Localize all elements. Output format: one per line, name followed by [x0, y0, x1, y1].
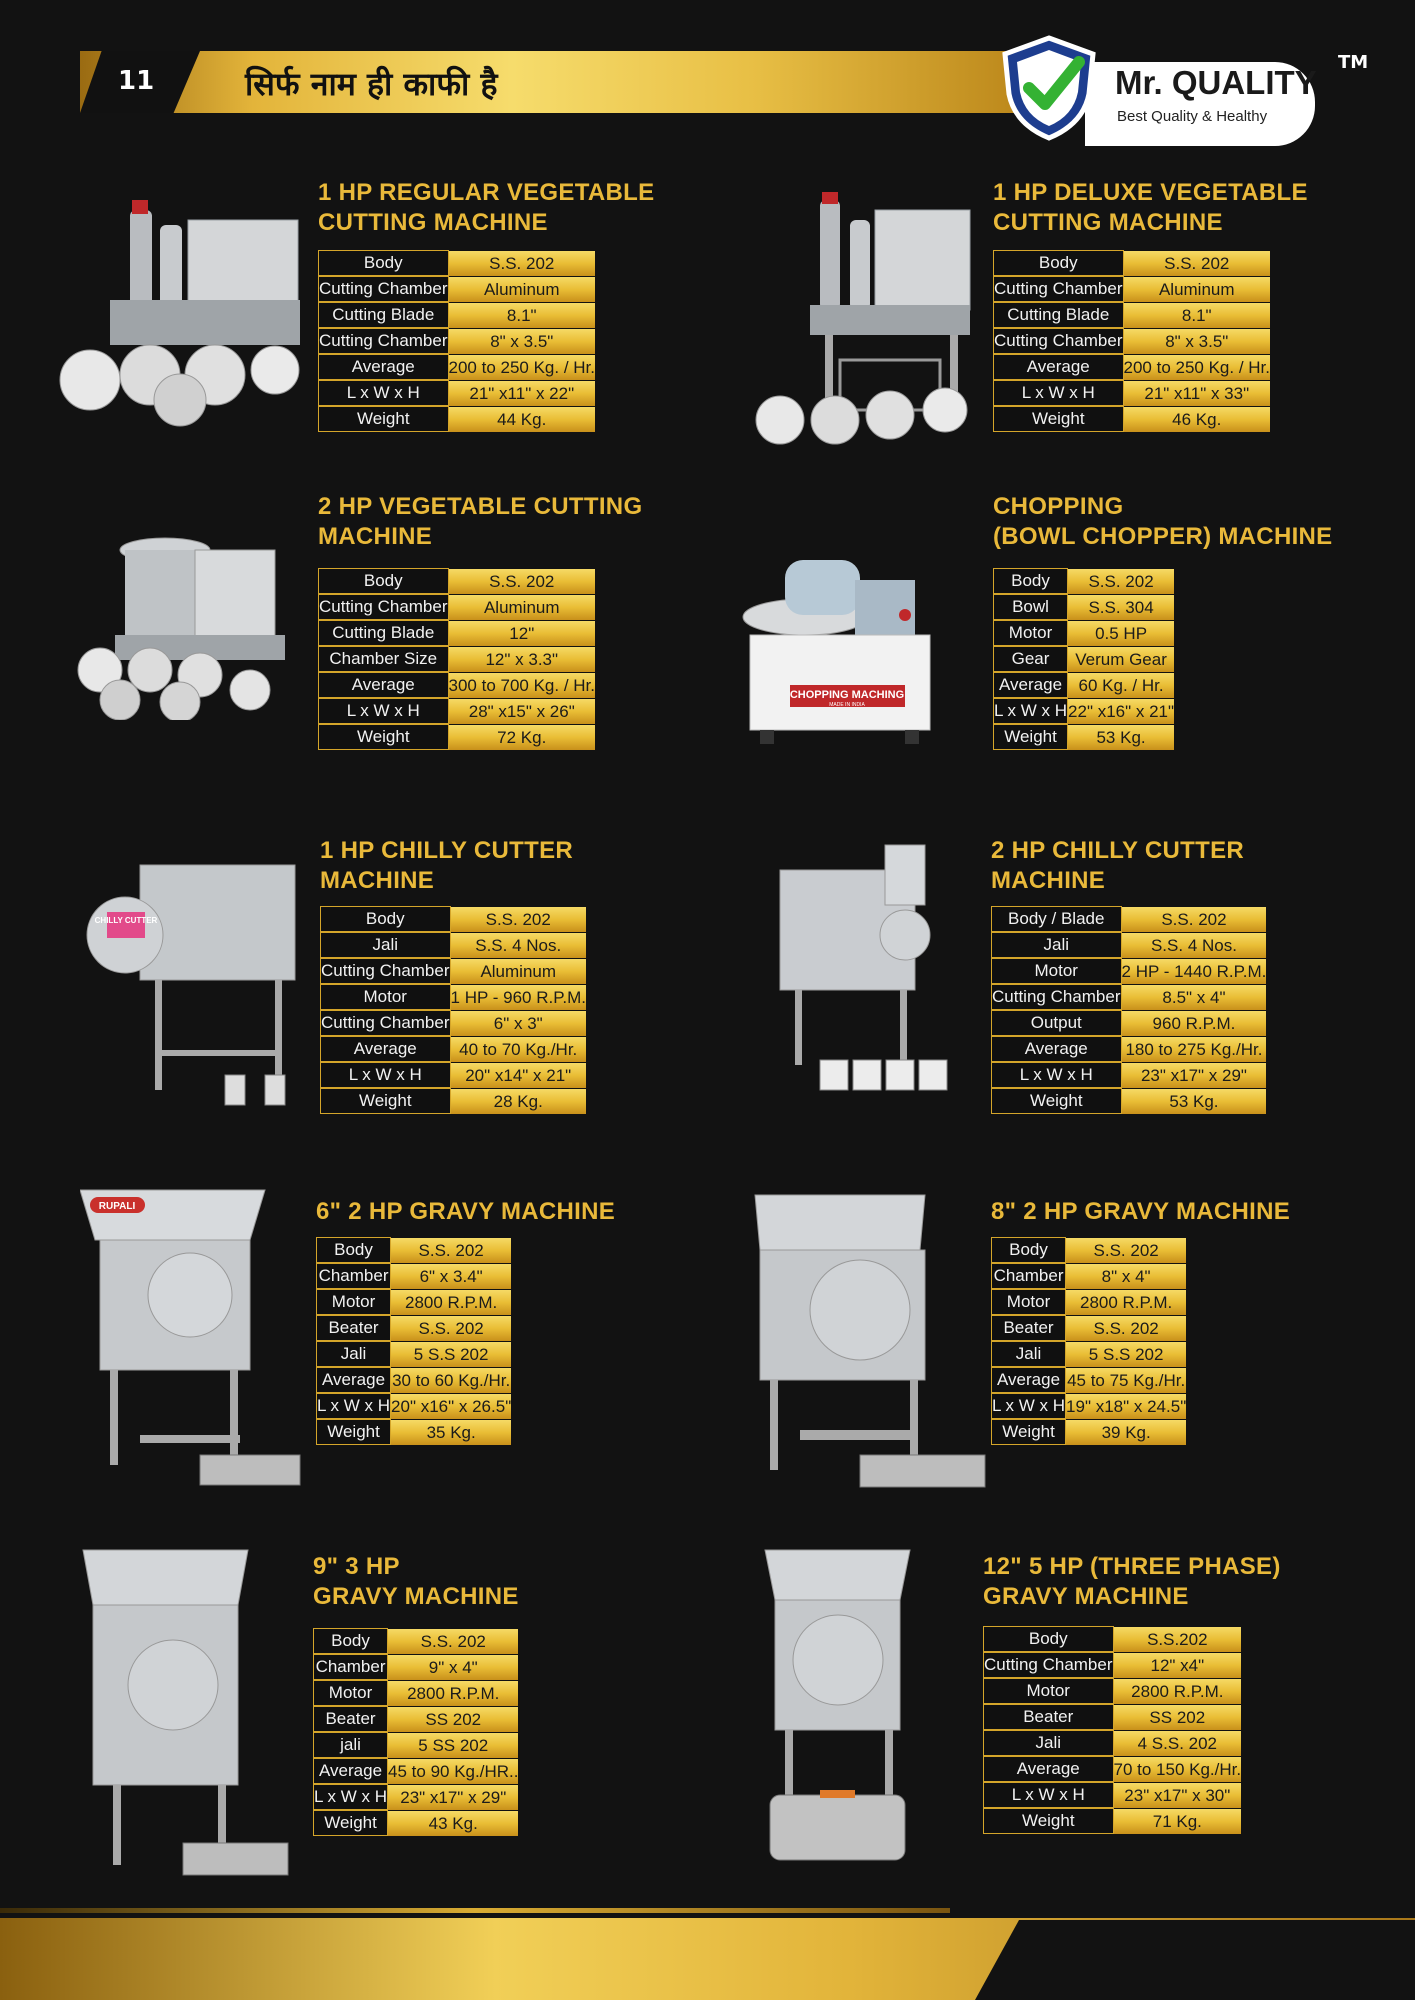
spec-row — [991, 1393, 1186, 1419]
product-title-line: MACHINE — [320, 867, 435, 894]
product-title-line: 1 HP DELUXE VEGETABLE — [993, 179, 1308, 206]
spec-label: Average — [316, 1367, 391, 1393]
spec-value: 44 Kg. — [449, 406, 595, 432]
spec-label: L x W x H — [316, 1393, 391, 1419]
spec-row — [318, 354, 595, 380]
spec-table — [320, 906, 586, 1114]
spec-value: 72 Kg. — [449, 724, 595, 750]
chilly-cutter-image — [85, 860, 300, 1130]
spec-value: 40 to 70 Kg./Hr. — [451, 1036, 586, 1062]
spec-value: S.S. 202 — [1122, 906, 1267, 932]
spec-label: Average — [318, 672, 449, 698]
image-label: CHILLY CUTTER — [94, 916, 158, 925]
spec-row — [991, 984, 1266, 1010]
spec-label: Weight — [991, 1088, 1122, 1114]
spec-row — [320, 1036, 586, 1062]
spec-row — [318, 250, 595, 276]
product-title-line: 6" 2 HP GRAVY MACHINE — [316, 1198, 616, 1225]
spec-row — [320, 1010, 586, 1036]
spec-row — [316, 1341, 511, 1367]
spec-label: Cutting Blade — [318, 302, 449, 328]
spec-value: 53 Kg. — [1122, 1088, 1267, 1114]
spec-value: 12" x4" — [1114, 1652, 1242, 1678]
spec-label: Motor — [991, 1289, 1066, 1315]
product-title-line: CUTTING MACHINE — [993, 209, 1223, 236]
spec-value: S.S. 202 — [1124, 250, 1270, 276]
spec-value: S.S. 202 — [1066, 1315, 1186, 1341]
spec-label: L x W x H — [983, 1782, 1114, 1808]
spec-value: 23" x17" x 29" — [388, 1784, 518, 1810]
spec-label: Weight — [320, 1088, 451, 1114]
spec-value: Aluminum — [449, 594, 595, 620]
spec-row — [991, 932, 1266, 958]
spec-value: S.S. 202 — [388, 1628, 518, 1654]
spec-row — [993, 406, 1270, 432]
spec-label: Motor — [983, 1678, 1114, 1704]
spec-table — [313, 1628, 518, 1836]
spec-value: S.S. 4 Nos. — [1122, 932, 1267, 958]
spec-row — [320, 906, 586, 932]
spec-label: Gear — [993, 646, 1068, 672]
shield-check-icon — [995, 32, 1103, 142]
spec-value: 0.5 HP — [1068, 620, 1174, 646]
spec-value: 8" x 3.5" — [449, 328, 595, 354]
spec-row — [313, 1680, 518, 1706]
spec-table — [318, 568, 595, 750]
page-number: 11 — [118, 66, 155, 96]
spec-row — [991, 906, 1266, 932]
spec-table — [993, 250, 1270, 432]
spec-value: 39 Kg. — [1066, 1419, 1186, 1445]
spec-label: Motor — [320, 984, 451, 1010]
product-title — [993, 178, 1308, 238]
spec-value: 20" x16" x 26.5" — [391, 1393, 511, 1419]
spec-row — [320, 1088, 586, 1114]
spec-row — [318, 698, 595, 724]
spec-label: Weight — [313, 1810, 388, 1836]
spec-value: 8" x 4" — [1066, 1263, 1186, 1289]
spec-label: Average — [993, 672, 1068, 698]
spec-row — [320, 958, 586, 984]
spec-row — [991, 1237, 1186, 1263]
spec-label: Beater — [313, 1706, 388, 1732]
spec-value: 21" x11" x 22" — [449, 380, 595, 406]
vegetable-cutter-image — [75, 530, 305, 720]
spec-label: Output — [991, 1010, 1122, 1036]
spec-label: Average — [318, 354, 449, 380]
spec-table — [991, 906, 1266, 1114]
spec-label: Jali — [983, 1730, 1114, 1756]
spec-label: Jali — [991, 932, 1122, 958]
spec-row — [320, 932, 586, 958]
spec-value: 9" x 4" — [388, 1654, 518, 1680]
spec-label: Body — [993, 250, 1124, 276]
spec-value: S.S. 202 — [449, 250, 595, 276]
spec-label: Body — [991, 1237, 1066, 1263]
spec-row — [983, 1756, 1241, 1782]
spec-value: 200 to 250 Kg. / Hr. — [1124, 354, 1270, 380]
spec-label: Cutting Chamber — [983, 1652, 1114, 1678]
spec-row — [983, 1730, 1241, 1756]
spec-value: 6" x 3" — [451, 1010, 586, 1036]
spec-row — [993, 698, 1174, 724]
spec-label: Motor — [991, 958, 1122, 984]
spec-value: S.S. 304 — [1068, 594, 1174, 620]
spec-value: 2 HP - 1440 R.P.M. — [1122, 958, 1267, 984]
spec-label: L x W x H — [320, 1062, 451, 1088]
spec-label: Weight — [993, 724, 1068, 750]
spec-label: Cutting Chamber — [320, 1010, 451, 1036]
spec-table — [983, 1626, 1241, 1834]
spec-value: SS 202 — [388, 1706, 518, 1732]
trademark-mark: TM — [1338, 52, 1369, 73]
header-band — [80, 51, 1040, 113]
spec-row — [318, 646, 595, 672]
spec-label: Cutting Chamber — [318, 276, 449, 302]
product-title-line: 9" 3 HP — [313, 1553, 400, 1580]
spec-row — [313, 1706, 518, 1732]
spec-label: L x W x H — [991, 1062, 1122, 1088]
spec-label: Body — [318, 250, 449, 276]
spec-row — [993, 594, 1174, 620]
spec-value: 8.1" — [449, 302, 595, 328]
spec-value: 23" x17" x 30" — [1114, 1782, 1242, 1808]
spec-value: 45 to 75 Kg./Hr. — [1066, 1367, 1186, 1393]
spec-label: Jali — [320, 932, 451, 958]
spec-value: 2800 R.P.M. — [391, 1289, 511, 1315]
spec-row — [993, 620, 1174, 646]
spec-row — [316, 1315, 511, 1341]
spec-value: S.S. 4 Nos. — [451, 932, 586, 958]
spec-value: 35 Kg. — [391, 1419, 511, 1445]
hindi-tagline: सिर्फ नाम ही काफी है — [245, 65, 498, 103]
spec-row — [313, 1628, 518, 1654]
spec-label: Average — [991, 1367, 1066, 1393]
spec-value: 8.5" x 4" — [1122, 984, 1267, 1010]
spec-row — [991, 1036, 1266, 1062]
spec-table — [991, 1237, 1186, 1445]
vegetable-cutter-image — [750, 190, 975, 450]
spec-value: 22" x16" x 21" — [1068, 698, 1174, 724]
spec-label: Body — [316, 1237, 391, 1263]
spec-label: L x W x H — [313, 1784, 388, 1810]
product-title — [316, 1197, 615, 1227]
product-title-line: 1 HP CHILLY CUTTER — [320, 837, 574, 864]
product-title — [991, 1197, 1290, 1227]
product-title — [320, 836, 573, 896]
spec-value: 4 S.S. 202 — [1114, 1730, 1242, 1756]
spec-label: Body — [313, 1628, 388, 1654]
spec-value: 8.1" — [1124, 302, 1270, 328]
spec-label: Cutting Chamber — [993, 328, 1124, 354]
footer-line — [0, 1908, 950, 1913]
vegetable-cutter-image — [50, 190, 300, 430]
spec-label: Chamber — [313, 1654, 388, 1680]
spec-row — [318, 568, 595, 594]
spec-value: S.S. 202 — [449, 568, 595, 594]
product-title-line: 2 HP CHILLY CUTTER — [991, 837, 1245, 864]
spec-value: S.S.202 — [1114, 1626, 1242, 1652]
spec-row — [313, 1654, 518, 1680]
spec-row — [318, 672, 595, 698]
chopping-machine-image — [735, 555, 945, 750]
spec-row — [983, 1704, 1241, 1730]
spec-label: Cutting Chamber — [991, 984, 1122, 1010]
spec-row — [991, 1010, 1266, 1036]
spec-value: 180 to 275 Kg./Hr. — [1122, 1036, 1267, 1062]
spec-label: Cutting Blade — [318, 620, 449, 646]
image-label: RUPALI — [98, 1201, 136, 1212]
product-title — [993, 492, 1332, 552]
spec-label: L x W x H — [318, 698, 449, 724]
spec-value: 5 S.S 202 — [1066, 1341, 1186, 1367]
spec-row — [993, 354, 1270, 380]
product-title — [991, 836, 1244, 896]
spec-row — [313, 1732, 518, 1758]
spec-label: Chamber — [316, 1263, 391, 1289]
spec-row — [991, 1367, 1186, 1393]
spec-row — [318, 620, 595, 646]
spec-value: SS 202 — [1114, 1704, 1242, 1730]
spec-label: Body — [320, 906, 451, 932]
spec-value: 43 Kg. — [388, 1810, 518, 1836]
spec-row — [991, 1263, 1186, 1289]
spec-row — [991, 958, 1266, 984]
spec-label: L x W x H — [993, 698, 1068, 724]
product-title-line: CUTTING MACHINE — [318, 209, 548, 236]
spec-value: 200 to 250 Kg. / Hr. — [449, 354, 595, 380]
spec-row — [318, 380, 595, 406]
spec-row — [983, 1678, 1241, 1704]
spec-row — [983, 1626, 1241, 1652]
spec-value: 1 HP - 960 R.P.M. — [451, 984, 586, 1010]
spec-row — [983, 1782, 1241, 1808]
spec-label: Cutting Chamber — [318, 594, 449, 620]
spec-value: Verum Gear — [1068, 646, 1174, 672]
product-title — [318, 492, 642, 552]
spec-label: Cutting Chamber — [318, 328, 449, 354]
spec-row — [318, 328, 595, 354]
spec-row — [316, 1289, 511, 1315]
spec-row — [318, 276, 595, 302]
spec-label: Average — [320, 1036, 451, 1062]
product-title-line: 2 HP VEGETABLE CUTTING — [318, 493, 643, 520]
spec-label: Weight — [318, 724, 449, 750]
spec-value: 70 to 150 Kg./Hr. — [1114, 1756, 1242, 1782]
spec-value: 2800 R.P.M. — [388, 1680, 518, 1706]
spec-label: Weight — [993, 406, 1124, 432]
spec-label: Body — [983, 1626, 1114, 1652]
spec-row — [993, 380, 1270, 406]
product-title — [318, 178, 654, 238]
spec-label: Beater — [991, 1315, 1066, 1341]
spec-row — [993, 302, 1270, 328]
spec-value: Aluminum — [451, 958, 586, 984]
spec-row — [320, 984, 586, 1010]
brand-name: Mr. QUALITY — [1115, 64, 1317, 101]
spec-row — [991, 1315, 1186, 1341]
spec-table — [993, 568, 1174, 750]
product-title-line: 12" 5 HP (THREE PHASE) — [983, 1553, 1281, 1580]
spec-value: 300 to 700 Kg. / Hr. — [449, 672, 595, 698]
gravy-machine-image — [760, 1545, 915, 1865]
spec-value: 19" x18" x 24.5" — [1066, 1393, 1186, 1419]
spec-label: Weight — [316, 1419, 391, 1445]
spec-label: Jali — [991, 1341, 1066, 1367]
spec-row — [983, 1808, 1241, 1834]
product-title — [313, 1552, 519, 1612]
spec-value: 5 S.S 202 — [391, 1341, 511, 1367]
spec-value: S.S. 202 — [451, 906, 586, 932]
product-title-line: MACHINE — [318, 523, 433, 550]
spec-value: 30 to 60 Kg./Hr. — [391, 1367, 511, 1393]
spec-row — [318, 724, 595, 750]
spec-label: Body — [318, 568, 449, 594]
spec-label: L x W x H — [993, 380, 1124, 406]
spec-value: Aluminum — [1124, 276, 1270, 302]
spec-value: 2800 R.P.M. — [1066, 1289, 1186, 1315]
spec-row — [316, 1237, 511, 1263]
spec-row — [320, 1062, 586, 1088]
spec-table — [316, 1237, 511, 1445]
spec-label: Weight — [983, 1808, 1114, 1834]
spec-value: Aluminum — [449, 276, 595, 302]
spec-value: 6" x 3.4" — [391, 1263, 511, 1289]
spec-row — [318, 406, 595, 432]
spec-label: Average — [991, 1036, 1122, 1062]
spec-value: 12" — [449, 620, 595, 646]
spec-value: S.S. 202 — [391, 1315, 511, 1341]
spec-value: 60 Kg. / Hr. — [1068, 672, 1174, 698]
spec-label: Motor — [993, 620, 1068, 646]
spec-value: 23" x17" x 29" — [1122, 1062, 1267, 1088]
spec-row — [993, 276, 1270, 302]
spec-label: Cutting Blade — [993, 302, 1124, 328]
spec-row — [313, 1810, 518, 1836]
spec-row — [316, 1393, 511, 1419]
spec-label: Beater — [316, 1315, 391, 1341]
spec-label: L x W x H — [991, 1393, 1066, 1419]
spec-label: Average — [983, 1756, 1114, 1782]
spec-row — [993, 724, 1174, 750]
spec-row — [316, 1367, 511, 1393]
spec-value: 46 Kg. — [1124, 406, 1270, 432]
product-title-line: CHOPPING — [993, 493, 1124, 520]
spec-value: S.S. 202 — [1066, 1237, 1186, 1263]
image-sublabel: MADE IN INDIA — [829, 702, 865, 708]
spec-label: Bowl — [993, 594, 1068, 620]
product-title-line: 1 HP REGULAR VEGETABLE — [318, 179, 655, 206]
spec-value: 21" x11" x 33" — [1124, 380, 1270, 406]
spec-label: Body — [993, 568, 1068, 594]
gravy-machine-image — [80, 1185, 305, 1490]
spec-row — [318, 302, 595, 328]
spec-row — [991, 1088, 1266, 1114]
gravy-machine-image — [750, 1190, 990, 1495]
spec-label: jali — [313, 1732, 388, 1758]
spec-label: Cutting Chamber — [993, 276, 1124, 302]
spec-row — [316, 1263, 511, 1289]
spec-row — [993, 328, 1270, 354]
spec-label: L x W x H — [318, 380, 449, 406]
gravy-machine-image — [78, 1545, 293, 1885]
spec-row — [983, 1652, 1241, 1678]
spec-value: 8" x 3.5" — [1124, 328, 1270, 354]
spec-label: Average — [993, 354, 1124, 380]
spec-row — [993, 646, 1174, 672]
spec-label: Weight — [318, 406, 449, 432]
spec-label: Chamber — [991, 1263, 1066, 1289]
spec-row — [313, 1784, 518, 1810]
product-title — [983, 1552, 1281, 1612]
spec-label: Average — [313, 1758, 388, 1784]
spec-row — [991, 1062, 1266, 1088]
spec-value: 45 to 90 Kg./HR.. — [388, 1758, 518, 1784]
spec-label: Jali — [316, 1341, 391, 1367]
image-label: CHOPPING MACHING — [789, 689, 905, 701]
brand-logo — [995, 32, 1375, 142]
spec-label: Weight — [991, 1419, 1066, 1445]
spec-label: Beater — [983, 1704, 1114, 1730]
spec-row — [991, 1341, 1186, 1367]
spec-row — [993, 568, 1174, 594]
spec-value: 960 R.P.M. — [1122, 1010, 1267, 1036]
footer-notch — [975, 1920, 1415, 2000]
spec-value: S.S. 202 — [1068, 568, 1174, 594]
product-title-line: 8" 2 HP GRAVY MACHINE — [991, 1198, 1291, 1225]
spec-value: 5 SS 202 — [388, 1732, 518, 1758]
spec-row — [313, 1758, 518, 1784]
spec-row — [316, 1419, 511, 1445]
product-title-line: GRAVY MACHINE — [313, 1583, 519, 1610]
spec-value: 28 Kg. — [451, 1088, 586, 1114]
spec-label: Chamber Size — [318, 646, 449, 672]
product-title-line: (BOWL CHOPPER) MACHINE — [993, 523, 1333, 550]
spec-label: Motor — [313, 1680, 388, 1706]
spec-value: S.S. 202 — [391, 1237, 511, 1263]
spec-row — [991, 1419, 1186, 1445]
spec-value: 28" x15" x 26" — [449, 698, 595, 724]
chilly-cutter-image — [775, 840, 955, 1095]
spec-value: 53 Kg. — [1068, 724, 1174, 750]
spec-row — [993, 672, 1174, 698]
spec-row — [993, 250, 1270, 276]
spec-table — [318, 250, 595, 432]
spec-label: Body / Blade — [991, 906, 1122, 932]
spec-row — [991, 1289, 1186, 1315]
spec-label: Cutting Chamber — [320, 958, 451, 984]
brand-subtitle: Best Quality & Healthy — [1117, 108, 1268, 125]
spec-row — [318, 594, 595, 620]
spec-label: Motor — [316, 1289, 391, 1315]
spec-value: 12" x 3.3" — [449, 646, 595, 672]
spec-value: 20" x14" x 21" — [451, 1062, 586, 1088]
product-title-line: MACHINE — [991, 867, 1106, 894]
product-title-line: GRAVY MACHINE — [983, 1583, 1189, 1610]
spec-value: 71 Kg. — [1114, 1808, 1242, 1834]
spec-value: 2800 R.P.M. — [1114, 1678, 1242, 1704]
